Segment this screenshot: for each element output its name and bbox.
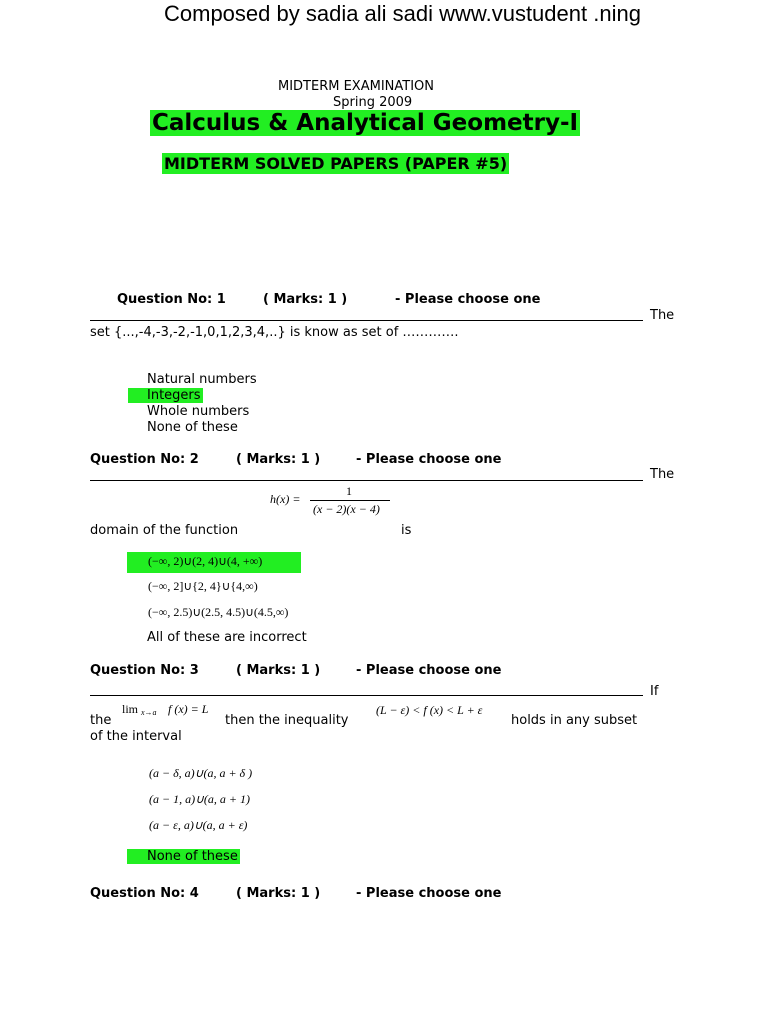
q2-formula-lhs: h(x) =	[270, 492, 301, 506]
q3-inequality: (L − ε) < f (x) < L + ε	[376, 703, 483, 717]
q1-text: set {...,-4,-3,-2,-1,0,1,2,3,4,..} is know as set of ………….	[90, 325, 459, 340]
q1-option: Natural numbers	[147, 372, 257, 387]
q2-number: Question No: 2	[90, 452, 199, 467]
q2-fraction-bar	[310, 500, 390, 501]
q3-option: (a − 1, a)∪(a, a + 1)	[149, 792, 250, 806]
paper-subtitle: MIDTERM SOLVED PAPERS (PAPER #5)	[164, 154, 508, 173]
q4-number: Question No: 4	[90, 886, 199, 901]
q1-marks: ( Marks: 1 )	[263, 292, 348, 307]
course-title: Calculus & Analytical Geometry-I	[152, 110, 579, 136]
q3-option-correct: None of these	[127, 849, 240, 864]
term-label: Spring 2009	[333, 95, 413, 110]
q1-instruction: - Please choose one	[395, 292, 541, 307]
q2-rule	[90, 480, 643, 481]
q1-option: Whole numbers	[147, 404, 250, 419]
q3-rule	[90, 695, 643, 696]
q3-number: Question No: 3	[90, 663, 199, 678]
q2-text-after: is	[401, 523, 412, 538]
q3-option: (a − ε, a)∪(a, a + ε)	[149, 818, 248, 832]
q4-instruction: - Please choose one	[356, 886, 502, 901]
q3-marks: ( Marks: 1 )	[236, 663, 321, 678]
exam-label: MIDTERM EXAMINATION	[278, 79, 434, 94]
q3-lead: If	[650, 684, 659, 699]
q2-instruction: - Please choose one	[356, 452, 502, 467]
q3-option: (a − δ, a)∪(a, a + δ )	[149, 766, 253, 780]
q2-text-before: domain of the function	[90, 523, 239, 538]
q2-formula-num: 1	[346, 484, 352, 498]
q2-marks: ( Marks: 1 )	[236, 452, 321, 467]
q3-line2: of the interval	[90, 729, 182, 744]
q2-option: (−∞, 2.5)∪(2.5, 4.5)∪(4.5,∞)	[148, 605, 289, 619]
q3-instruction: - Please choose one	[356, 663, 502, 678]
q2-formula-den: (x − 2)(x − 4)	[313, 502, 380, 516]
q1-lead: The	[650, 308, 675, 323]
q2-lead: The	[650, 467, 675, 482]
q3-limit-rhs: f (x) = L	[168, 702, 209, 716]
q1-number: Question No: 1	[117, 292, 226, 307]
q1-rule	[90, 320, 643, 321]
q1-option-correct: Integers	[128, 388, 203, 403]
q3-limit: lim	[122, 702, 139, 716]
q3-tail-text: holds in any subset	[511, 713, 638, 728]
q2-option: All of these are incorrect	[147, 630, 307, 645]
q3-word-the: the	[90, 713, 112, 728]
q2-option: (−∞, 2]∪{2, 4}∪{4,∞)	[148, 579, 258, 593]
q3-limit-sub: x→a	[141, 708, 157, 717]
q2-option-correct: (−∞, 2)∪(2, 4)∪(4, +∞)	[127, 552, 301, 573]
q1-option: None of these	[147, 420, 238, 435]
header-banner: Composed by sadia ali sadi www.vustudent .ning	[164, 1, 641, 26]
q3-mid-text: then the inequality	[225, 713, 349, 728]
q4-marks: ( Marks: 1 )	[236, 886, 321, 901]
